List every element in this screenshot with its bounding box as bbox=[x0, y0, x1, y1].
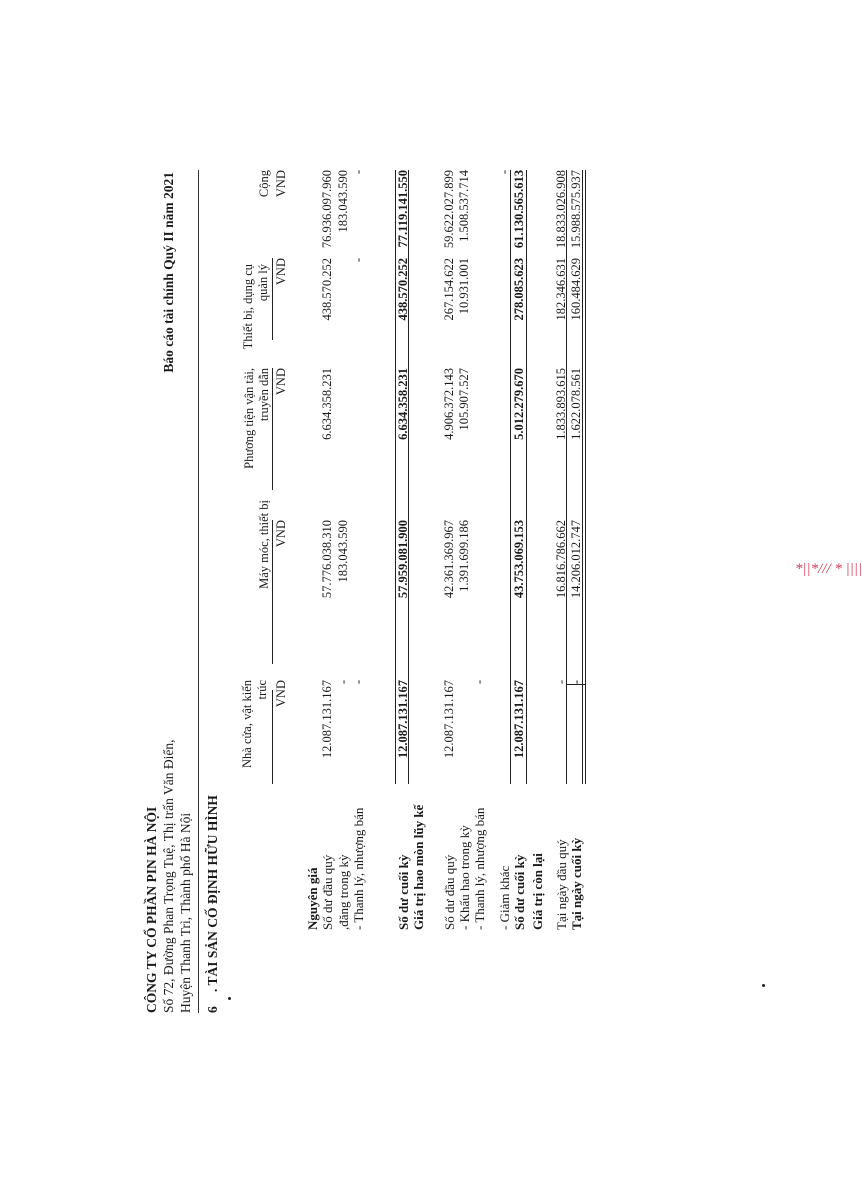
table-cell: - bbox=[351, 680, 365, 685]
row-label: - Thanh lý, nhượng bán bbox=[351, 807, 366, 930]
table-cell: 12.087.131.167 bbox=[396, 680, 410, 759]
header-divider bbox=[198, 170, 199, 1013]
row-label-accum-depreciation: Giá trị hao mòn lũy kế bbox=[411, 804, 426, 930]
table-cell: 15.988.575.937 bbox=[569, 170, 583, 249]
table-cell: 105.907.527 bbox=[457, 368, 471, 431]
table-cell: - bbox=[336, 680, 350, 685]
company-address-line2: Huyện Thanh Trì, Thành phố Hà Nội bbox=[178, 812, 193, 1013]
table-cell: 278.085.623 bbox=[512, 258, 526, 321]
table-cell: 1.391.699.186 bbox=[457, 520, 471, 592]
row-label: - Khấu hao trong kỳ bbox=[457, 825, 472, 930]
table-cell: 14.206.012.747 bbox=[569, 520, 583, 599]
row-label: - Giảm khác bbox=[497, 865, 512, 930]
company-name: CÔNG TY CỔ PHẦN PIN HÀ NỘI bbox=[144, 806, 159, 1013]
row-label-closing: Số dư cuối kỳ bbox=[396, 854, 411, 930]
unit-office: VND bbox=[274, 258, 288, 286]
table-cell: - bbox=[569, 680, 583, 685]
row-label-closing: Số dư cuối kỳ bbox=[512, 854, 527, 930]
table-cell: 182.346.631 bbox=[554, 258, 568, 321]
table-cell: - bbox=[472, 680, 486, 685]
table-cell: 438.570.252 bbox=[396, 258, 410, 321]
report-title: Báo cáo tài chính Quý II năm 2021 bbox=[161, 172, 176, 373]
row-label: ,đăng trong kỳ bbox=[336, 854, 351, 930]
col-header-total: Cộng bbox=[257, 170, 271, 198]
table-cell: 42.361.369.967 bbox=[442, 520, 456, 599]
table-cell: 76.936.097.960 bbox=[320, 170, 334, 249]
table-cell: 183.043.590 bbox=[336, 170, 350, 233]
table-cell: 57.959.081.900 bbox=[396, 520, 410, 599]
table-cell: 12.087.131.167 bbox=[320, 680, 334, 759]
table-cell: - bbox=[554, 680, 568, 685]
table-cell: 12.087.131.167 bbox=[442, 680, 456, 759]
unit-total: VND bbox=[274, 170, 288, 198]
unit-machinery: VND bbox=[274, 520, 288, 548]
dot-mark bbox=[228, 997, 231, 1000]
table-cell: 4.906.372.143 bbox=[442, 368, 456, 440]
unit-rule-machinery bbox=[272, 520, 273, 664]
table-cell: 43.753.069.153 bbox=[512, 520, 526, 599]
table-cell: 1.622.078.561 bbox=[569, 368, 583, 440]
company-address-line1: Số 72, Đường Phan Trọng Tuệ, Thị trấn Văn Điển, bbox=[161, 739, 176, 1013]
table-cell: 77.119.141.550 bbox=[396, 170, 410, 248]
table-cell: - bbox=[497, 170, 511, 175]
row-label: - Thanh lý, nhượng bán bbox=[472, 807, 487, 930]
table-cell: 61.130.565.613 bbox=[512, 170, 526, 249]
col-header-buildings: Nhà cửa, vật kiến trúc bbox=[240, 680, 269, 768]
row-label: Tại ngày đầu quý bbox=[554, 839, 569, 930]
table-cell: 18.833.026.908 bbox=[554, 170, 568, 249]
dot-mark bbox=[762, 984, 765, 987]
row-label-closing: Tại ngày cuối kỳ bbox=[569, 837, 584, 930]
row-label: Số dư đầu quý bbox=[442, 854, 457, 930]
table-cell: 10.931.001 bbox=[457, 258, 471, 315]
row-label-net-value: Giá trị còn lại bbox=[530, 853, 545, 930]
table-cell: 16.816.786.662 bbox=[554, 520, 568, 599]
unit-vehicles: VND bbox=[274, 368, 288, 396]
col-header-office-equipment: Thiết bị, dụng cụ quản lý bbox=[241, 264, 270, 350]
table-cell: 160.484.629 bbox=[569, 258, 583, 321]
table-cell: 183.043.590 bbox=[336, 520, 350, 583]
table-cell: 438.570.252 bbox=[320, 258, 334, 321]
table-cell: 6.634.358.231 bbox=[320, 368, 334, 440]
unit-buildings: VND bbox=[274, 680, 288, 708]
unit-rule-buildings bbox=[272, 690, 273, 784]
table-cell: - bbox=[351, 170, 365, 175]
table-cell: 57.776.038.310 bbox=[320, 520, 334, 599]
table-cell: 1.833.893.615 bbox=[554, 368, 568, 440]
table-cell: 5.012.279.670 bbox=[512, 368, 526, 440]
table-cell: 1.508.537.714 bbox=[457, 170, 471, 242]
table-cell: 59.622.027.899 bbox=[442, 170, 456, 249]
table-cell: 267.154.622 bbox=[442, 258, 456, 321]
section-title: . TÀI SẢN CỐ ĐỊNH HỮU HÌNH bbox=[205, 795, 220, 992]
table-cell: 6.634.358.231 bbox=[396, 368, 410, 440]
section-number: 6 bbox=[205, 1006, 220, 1013]
unit-rule-vehicles bbox=[272, 368, 273, 490]
red-stamp-mark: *||*/// * |||| bbox=[794, 560, 862, 577]
final-rule-double bbox=[585, 170, 586, 784]
unit-rule-office bbox=[272, 258, 273, 340]
table-cell: - bbox=[351, 258, 365, 263]
row-label: Số dư đầu quý bbox=[320, 854, 335, 930]
col-header-vehicles: Phương tiện vận tải, truyền dẫn bbox=[242, 368, 271, 469]
row-label-original-cost: Nguyên giá bbox=[305, 867, 320, 930]
col-header-machinery: Máy móc, thiết bị bbox=[257, 500, 271, 589]
table-cell: 12.087.131.167 bbox=[512, 680, 526, 759]
